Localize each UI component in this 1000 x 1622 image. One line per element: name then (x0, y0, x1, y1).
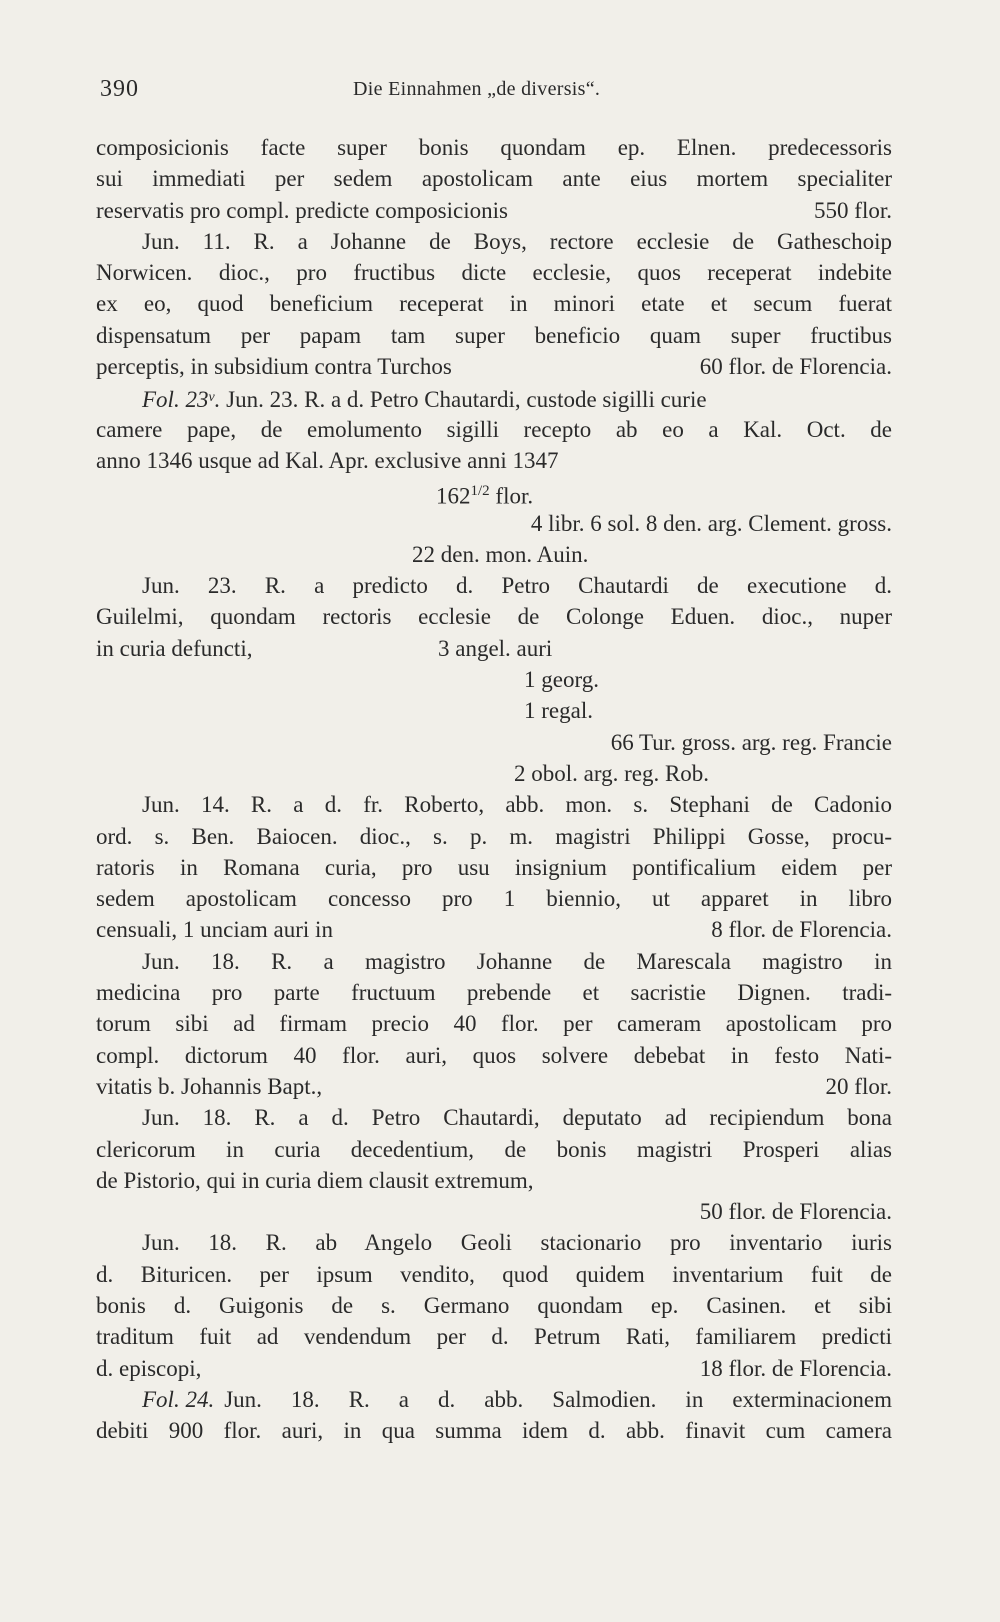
folio-verso: v (208, 390, 215, 406)
page-header (100, 76, 892, 106)
line-text: vitatis b. Johannis Bapt., (96, 1073, 323, 1099)
text-line: medicina pro parte fructuum prebende et sacristie Dignen. tradi- (96, 980, 892, 1006)
text-line: d. Bituricen. per ipsum vendito, quod quidem inventarium fuit de (96, 1261, 892, 1287)
text-line: torum sibi ad firmam precio 40 flor. per cameram apostolicam pro (96, 1011, 892, 1037)
entry-start: Jun. 23. R. a predicto d. Petro Chautardi de executione d. (142, 573, 892, 599)
amount: 8 flor. de Florencia. (711, 917, 892, 943)
amount: 22 den. mon. Auin. (412, 541, 589, 567)
text-line: de Pistorio, qui in curia diem clausit extremum, (96, 1167, 534, 1193)
entry-start: Jun. 18. R. a d. Petro Chautardi, deputato ad recipiendum bona (142, 1105, 892, 1131)
folio-label: Fol. 23 (142, 387, 209, 413)
amount: 1 georg. (524, 667, 599, 693)
amount: 550 flor. (814, 197, 892, 223)
line-text: d. episcopi, (96, 1355, 202, 1381)
entry-start (96, 382, 892, 413)
amount-fraction: 1/2 (470, 483, 490, 500)
text-line: Guilelmi, quondam rectoris ecclesie de Colonge Eduen. dioc., nuper (96, 604, 892, 630)
line-text: censuali, 1 unciam auri in (96, 917, 333, 943)
text-line: anno 1346 usque ad Kal. Apr. exclusive anni 1347 (96, 447, 559, 473)
line-text: reservatis pro compl. predicte composicionis (96, 197, 508, 223)
entry-start: Jun. 11. R. a Johanne de Boys, rectore ecclesie de Gatheschoip (142, 228, 892, 254)
amount-line (96, 695, 892, 726)
text-line: composicionis facte super bonis quondam ep. Elnen. predecessoris (96, 135, 892, 160)
amount-line (96, 727, 892, 758)
amount-integer: 162 (436, 483, 471, 509)
amount-line (96, 539, 892, 570)
amount-line (96, 1196, 892, 1227)
text-line (96, 351, 892, 382)
text-line (96, 1353, 892, 1384)
folio-reference: Fol. 23$^v$. (142, 387, 221, 413)
text-line (96, 633, 892, 664)
text-line: ex eo, quod beneficium receperat in minori etate et secum fuerat (96, 291, 892, 317)
line-text: Jun. 18. R. a d. abb. Salmodien. in exterminacionem (224, 1386, 892, 1412)
text-line (96, 914, 892, 945)
text-line: ord. s. Ben. Baiocen. dioc., s. p. m. magistri Philippi Gosse, procu- (96, 823, 892, 849)
amount-line (96, 476, 892, 507)
amount: 50 flor. de Florencia. (699, 1199, 892, 1225)
amount: 2 obol. arg. reg. Rob. (514, 760, 710, 786)
running-title: Die Einnahmen „de diversis“. (353, 78, 601, 100)
amount-line (96, 664, 892, 695)
entry-start: Jun. 14. R. a d. fr. Roberto, abb. mon. s. Stephani de Cadonio (142, 792, 892, 818)
text-line: ratoris in Romana curia, pro usu insignium pontificalium eidem per (96, 854, 892, 880)
document-body (96, 132, 892, 1446)
entry-start: Jun. 18. R. a magistro Johanne de Marescala magistro in (142, 948, 892, 974)
amount-unit: flor. (489, 483, 534, 509)
amount: 4 libr. 6 sol. 8 den. arg. Clement. gross. (530, 510, 892, 536)
page-number: 390 (100, 76, 139, 102)
amount: 3 angel. auri (438, 635, 553, 661)
text-line: sui immediati per sedem apostolicam ante eius mortem specialiter (96, 166, 892, 192)
text-line (96, 195, 892, 226)
line-text: in curia defuncti, (96, 635, 253, 661)
text-line: bonis d. Guigonis de s. Germano quondam ep. Casinen. et sibi (96, 1292, 892, 1318)
amount: 60 flor. de Florencia. (699, 354, 892, 380)
entry-start (96, 1384, 892, 1415)
line-text: perceptis, in subsidium contra Turchos (96, 354, 452, 380)
amount-line (96, 758, 892, 789)
text-line: Norwicen. dioc., pro fructibus dicte ecclesie, quos receperat indebite (96, 260, 892, 286)
text-line: traditum fuit ad vendendum per d. Petrum Rati, familiarem predicti (96, 1324, 892, 1350)
line-text: Jun. 23. R. a d. Petro Chautardi, custode sigilli curie (226, 387, 707, 413)
folio-reference: Fol. 24. (142, 1386, 215, 1412)
amount: 18 flor. de Florencia. (699, 1355, 892, 1381)
text-line: dispensatum per papam tam super beneficio quam super fructibus (96, 322, 892, 348)
text-line: compl. dictorum 40 flor. auri, quos solvere debebat in festo Nati- (96, 1042, 892, 1068)
text-line (96, 1071, 892, 1102)
entry-start: Jun. 18. R. ab Angelo Geoli stacionario pro inventario iuris (142, 1230, 892, 1256)
amount: 1 regal. (524, 698, 593, 724)
amount-line (96, 508, 892, 539)
amount: 66 Tur. gross. arg. reg. Francie (610, 729, 892, 755)
text-line: sedem apostolicam concesso pro 1 biennio, ut apparet in libro (96, 886, 892, 912)
text-line: clericorum in curia decedentium, de bonis magistri Prosperi alias (96, 1136, 892, 1162)
text-line: camere pape, de emolumento sigilli recepto ab eo a Kal. Oct. de (96, 416, 892, 442)
text-line: debiti 900 flor. auri, in qua summa idem d. abb. finavit cum camera (96, 1418, 892, 1444)
amount: 20 flor. (825, 1073, 892, 1099)
